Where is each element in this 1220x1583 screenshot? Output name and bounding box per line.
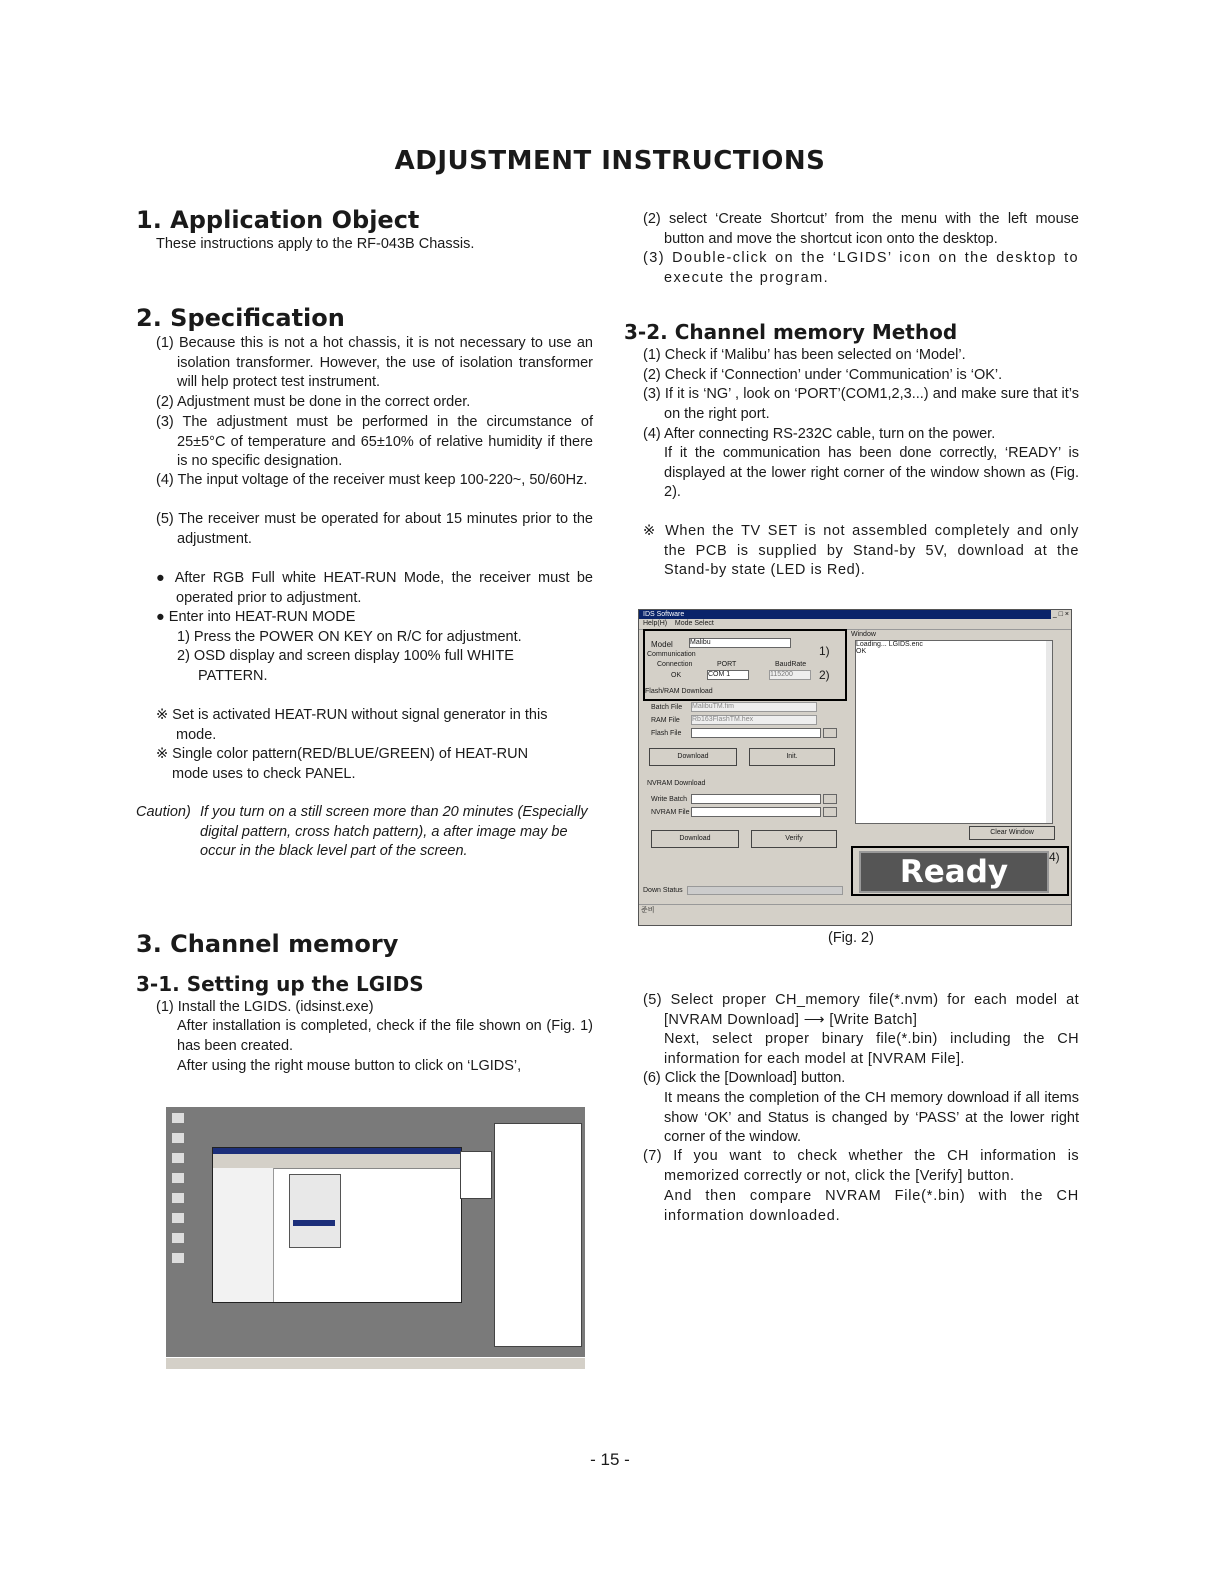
down-status-bar — [687, 886, 843, 895]
heat-run-step-2: 2) OSD display and screen display 100% full WHITE PATTERN. — [177, 648, 514, 684]
model-label: Model — [651, 640, 673, 649]
taskbar — [166, 1357, 585, 1369]
spec-item-5: (5) The receiver must be operated for about 15 minutes prior to the adjustment. — [156, 511, 593, 547]
ram-file-value: Rb163FlashTM.hex — [692, 716, 754, 723]
method-step-1: (1) Check if ‘Malibu’ has been selected on ‘Model’. — [643, 347, 966, 363]
window-group-label: Window — [851, 631, 876, 638]
model-select[interactable] — [689, 638, 791, 648]
connection-status: OK — [671, 672, 682, 679]
flash-ram-group-label: Flash/RAM Download — [645, 688, 713, 695]
caution-text: If you turn on a still screen more than 20 minutes (Especially digital pattern, cross hatch pattern), a after image may be occur in the black level part of the screen. — [200, 804, 588, 860]
callout-4: 4) — [1049, 850, 1060, 864]
desktop-icon — [172, 1213, 184, 1223]
section-3-1-heading: 3-1. Setting up the LGIDS — [136, 972, 424, 996]
channel-step-6: (6) Click the [Download] button. — [643, 1070, 846, 1086]
batch-file-value: MalibuTM.fim — [692, 703, 735, 710]
log-window — [855, 640, 1053, 824]
nvram-file-browse-button[interactable] — [823, 807, 837, 817]
channel-step-7-detail: And then compare NVRAM File(*.bin) with the CH information downloaded. — [664, 1188, 1079, 1224]
callout-1: 1) — [819, 644, 830, 658]
lgids-step-3: (3) Double-click on the ‘LGIDS’ icon on the desktop to execute the program. — [643, 250, 1079, 286]
lgids-step-1-right-click: After using the right mouse button to click on ‘LGIDS’, — [177, 1058, 522, 1074]
section-3-2-heading: 3-2. Channel memory Method — [624, 320, 958, 344]
log-line-2: OK — [856, 648, 867, 655]
clear-window-button[interactable]: Clear Window — [969, 826, 1055, 840]
desktop-icon — [172, 1133, 184, 1143]
window-title: IDS Software — [643, 611, 685, 618]
page-title: ADJUSTMENT INSTRUCTIONS — [394, 146, 826, 176]
baudrate-label: BaudRate — [775, 661, 807, 668]
model-value: Malibu — [690, 639, 711, 646]
fig-2-caption: (Fig. 2) — [828, 930, 874, 946]
write-batch-field[interactable] — [691, 794, 821, 804]
status-bar — [639, 904, 1072, 915]
section-1-heading: 1. Application Object — [136, 206, 420, 234]
desktop-icon — [172, 1153, 184, 1163]
baudrate-value: 115200 — [770, 671, 793, 678]
side-panel — [460, 1151, 492, 1199]
write-batch-browse-button[interactable] — [823, 794, 837, 804]
callout-2: 2) — [819, 668, 830, 682]
spec-item-4: (4) The input voltage of the receiver must keep 100-220~, 50/60Hz. — [156, 472, 588, 488]
ram-file-label: RAM File — [651, 717, 680, 724]
desktop-icon — [172, 1253, 184, 1263]
log-line-1: Loading... LGIDS.enc — [856, 641, 923, 648]
flash-download-button[interactable]: Download — [649, 748, 737, 766]
method-step-2: (2) Check if ‘Connection’ under ‘Communication’ is ‘OK’. — [643, 367, 1003, 383]
flash-file-label: Flash File — [651, 730, 682, 737]
section-1-text: These instructions apply to the RF-043B Chassis. — [156, 236, 475, 252]
spec-item-2: (2) Adjustment must be done in the correct order. — [156, 394, 471, 410]
menu-help[interactable]: Help(H) — [643, 620, 668, 627]
note-heat-run: ※ Set is activated HEAT-RUN without signal generator in this mode. — [156, 707, 548, 743]
ready-status-indicator: Ready — [859, 851, 1049, 893]
desktop-icon — [172, 1233, 184, 1243]
heat-run-bullet-1: ● After RGB Full white HEAT-RUN Mode, the receiver must be operated prior to adjustment. — [156, 570, 593, 606]
lgids-step-1-detail: After installation is completed, check if the file shown on (Fig. 1) has been created. — [177, 1018, 593, 1054]
spec-item-1: (1) Because this is not a hot chassis, it is not necessary to use an isolation transformer. However, the use of isolation transformer will help protect test instrument. — [156, 335, 593, 391]
log-scrollbar[interactable] — [1046, 641, 1052, 823]
down-status-label: Down Status — [643, 887, 683, 894]
channel-step-5: (5) Select proper CH_memory file(*.nvm) for each model at [NVRAM Download] ⟶ [Write Batch] — [643, 992, 1079, 1028]
channel-step-6-detail: It means the completion of the CH memory download if all items show ‘OK’ and Status is changed by ‘PASS’ at the lower right corner of the window. — [664, 1090, 1079, 1146]
spec-item-3: (3) The adjustment must be performed in the circumstance of 25±5°C of temperature and 65±10% of relative humidity if there is no specific designation. — [156, 414, 593, 470]
port-value: COM 1 — [708, 671, 731, 678]
init-button[interactable]: Init. — [749, 748, 835, 766]
fig-2-ids-software-window — [638, 609, 1072, 926]
baudrate-select[interactable] — [769, 670, 811, 680]
batch-file-label: Batch File — [651, 704, 683, 711]
ram-file-field[interactable] — [691, 715, 817, 725]
port-label: PORT — [717, 661, 737, 668]
heat-run-step-1: 1) Press the POWER ON KEY on R/C for adjustment. — [177, 629, 522, 645]
text-document-window — [494, 1123, 582, 1347]
lgids-step-1: (1) Install the LGIDS. (idsinst.exe) — [156, 999, 374, 1015]
section-2-heading: 2. Specification — [136, 304, 345, 332]
standby-note: ※ When the TV SET is not assembled completely and only the PCB is supplied by Stand-by 5V, download at the Stand-by state (LED is Red). — [643, 523, 1079, 579]
write-batch-label: Write Batch — [651, 796, 688, 803]
desktop-icon — [172, 1173, 184, 1183]
menu-mode-select[interactable]: Mode Select — [674, 620, 714, 627]
nvram-file-field[interactable] — [691, 807, 821, 817]
desktop-icon — [172, 1113, 184, 1123]
fig-1-desktop-screenshot — [166, 1107, 585, 1369]
method-step-3: (3) If it is ‘NG’ , look on ‘PORT’(COM1,2,3...) and make sure that it’s on the right port. — [643, 386, 1079, 422]
channel-step-7: (7) If you want to check whether the CH information is memorized correctly or not, click the [Verify] button. — [643, 1148, 1079, 1184]
status-bar-text: 준비 — [641, 907, 655, 914]
heat-run-bullet-2: ● Enter into HEAT-RUN MODE — [156, 609, 356, 625]
window-title-bar — [639, 610, 1071, 619]
caution-label: Caution) — [136, 804, 191, 820]
flash-file-browse-button[interactable] — [823, 728, 837, 738]
nvram-file-label: NVRAM File — [651, 809, 690, 816]
explorer-window — [212, 1147, 462, 1303]
port-select[interactable] — [707, 670, 749, 680]
desktop-icon — [172, 1193, 184, 1203]
section-3-heading: 3. Channel memory — [136, 930, 399, 958]
method-step-4: (4) After connecting RS-232C cable, turn on the power. — [643, 426, 996, 442]
page-number: - 15 - — [590, 1450, 630, 1469]
channel-step-5-detail: Next, select proper binary file(*.bin) including the CH information for each model at [NVRAM File]. — [664, 1031, 1079, 1067]
batch-file-field[interactable] — [691, 702, 817, 712]
lgids-step-2: (2) select ‘Create Shortcut’ from the menu with the left mouse button and move the shortcut icon onto the desktop. — [643, 211, 1079, 247]
flash-file-field[interactable] — [691, 728, 821, 738]
note-color-pattern: ※ Single color pattern(RED/BLUE/GREEN) of HEAT-RUN mode uses to check PANEL. — [156, 746, 529, 782]
connection-label: Connection — [657, 661, 693, 668]
verify-button[interactable]: Verify — [751, 830, 837, 848]
nvram-group-label: NVRAM Download — [647, 780, 706, 787]
nvram-download-button[interactable]: Download — [651, 830, 739, 848]
communication-label: Communication — [647, 651, 696, 658]
method-step-4-detail: If it the communication has been done correctly, ‘READY’ is displayed at the lower right corner of the window shown as (Fig. 2). — [664, 445, 1079, 501]
window-controls[interactable]: _ □ × — [1052, 611, 1069, 618]
